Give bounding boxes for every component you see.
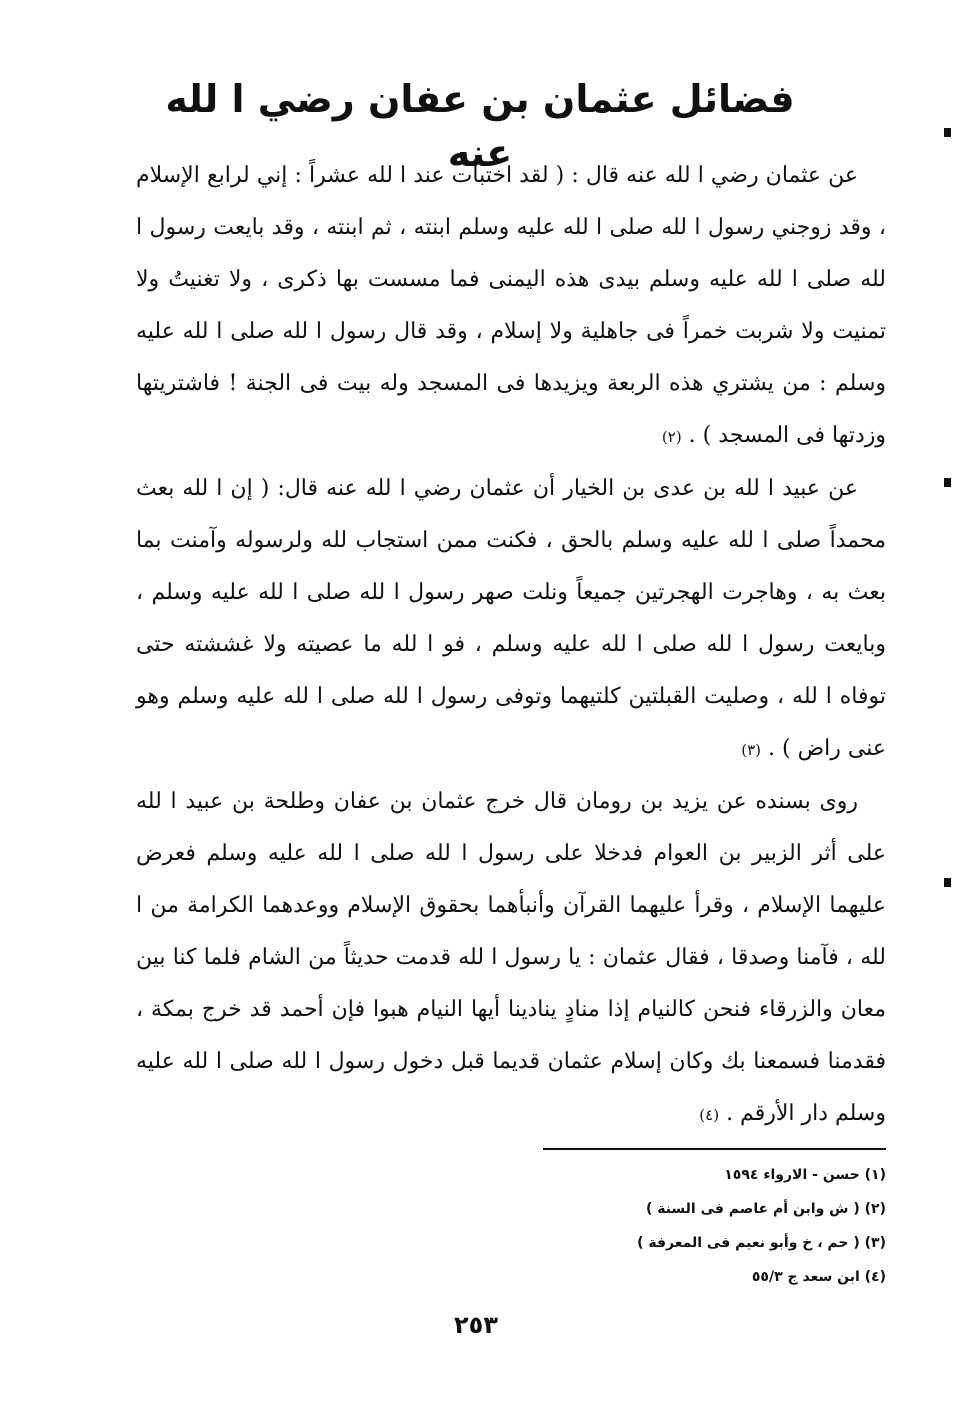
- footnote-divider: [543, 1148, 886, 1150]
- footnote-ref-4: (٤): [699, 1106, 720, 1124]
- margin-mark: [944, 128, 951, 137]
- paragraph-3: [136, 776, 886, 1141]
- footnote-ref-3: (٣): [741, 741, 761, 759]
- footnotes: [543, 1158, 886, 1294]
- paragraph-3-text: روى بسنده عن يزيد بن رومان قال خرج عثمان بن عفان وطلحة بن عبيد ا لله على أثر الزبير بن العوام فدخلا على رسول ا لله صلى ا لله عليه وسلم فعرض عليهما الإسلام ، وقرأ عليهما القرآن وأنبأهما بحقوق الإسلام ووعدهما الكرامة من ا لله ، فآمنا وصدقا ، فقال عثمان : يا رسول ا لله قدمت حديثاً من الشام فلما كنا بين معان والزرقاء فنحن كالنيام إذا منادٍ ينادينا أيها النيام هبوا فإن أحمد قد خرج بمكة ، فقدمنا فسمعنا بك وكان إسلام عثمان قديما قبل دخول رسول ا لله صلى ا لله عليه وسلم دار الأرقم .: [136, 789, 886, 1126]
- footnote-2: (٢) ( ش وابن أم عاصم فى السنة ): [645, 1201, 886, 1217]
- paragraph-1-text: عن عثمان رضي ا لله عنه قال : ( لقد اختبأت عند ا لله عشراً : إني لرابع الإسلام ، وقد زوجني رسول ا لله صلى ا لله عليه وسلم ابنته ، ثم ابنته ، وقد بايعت رسول ا لله صلى ا لله عليه وسلم بيدى هذه اليمنى فما مسست بها ذكرى ، ولا تغنيتُ ولا تمنيت ولا شربت خمراً فى جاهلية ولا إسلام ، وقد قال رسول ا لله صلى ا لله عليه وسلم : من يشتري هذه الربعة ويزيدها فى المسجد وله بيت فى الجنة ! فاشتريتها وزدتها فى المسجد ) .: [136, 163, 886, 448]
- footnote-1: (١) حسن - الارواء ١٥٩٤: [724, 1167, 886, 1183]
- page-number: ٢٥٣: [454, 1311, 498, 1339]
- paragraph-2: [136, 463, 886, 776]
- footnote-ref-2: (٢): [661, 428, 682, 446]
- paragraph-2-text: عن عبيد ا لله بن عدى بن الخيار أن عثمان رضي ا لله عنه قال: ( إن ا لله بعث محمداً صلى ا لله عليه وسلم بالحق ، فكنت ممن استجاب لله ولرسوله وآمنت بما بعث به ، وهاجرت الهجرتين جميعاً ونلت صهر رسول ا لله صلى ا لله عليه وسلم ، وبايعت رسول ا لله صلى ا لله عليه وسلم ، فو ا لله ما عصيته ولا غششته حتى توفاه ا لله ، وصليت القبلتين كلتيهما وتوفى رسول ا لله صلى ا لله عليه وسلم وهو عنى راض ) .: [136, 476, 886, 761]
- footnote-4: (٤) ابن سعد ج ٥٥/٣: [751, 1269, 886, 1285]
- margin-mark: [944, 878, 951, 887]
- footnote-3: (٣) ( حم ، خ وأبو نعيم فى المعرفة ): [637, 1235, 886, 1251]
- paragraph-1: [136, 150, 886, 463]
- main-text: [136, 150, 886, 1141]
- margin-mark: [944, 478, 951, 487]
- page-title: فضائل عثمان بن عفان رضي ا لله عنه: [165, 77, 795, 175]
